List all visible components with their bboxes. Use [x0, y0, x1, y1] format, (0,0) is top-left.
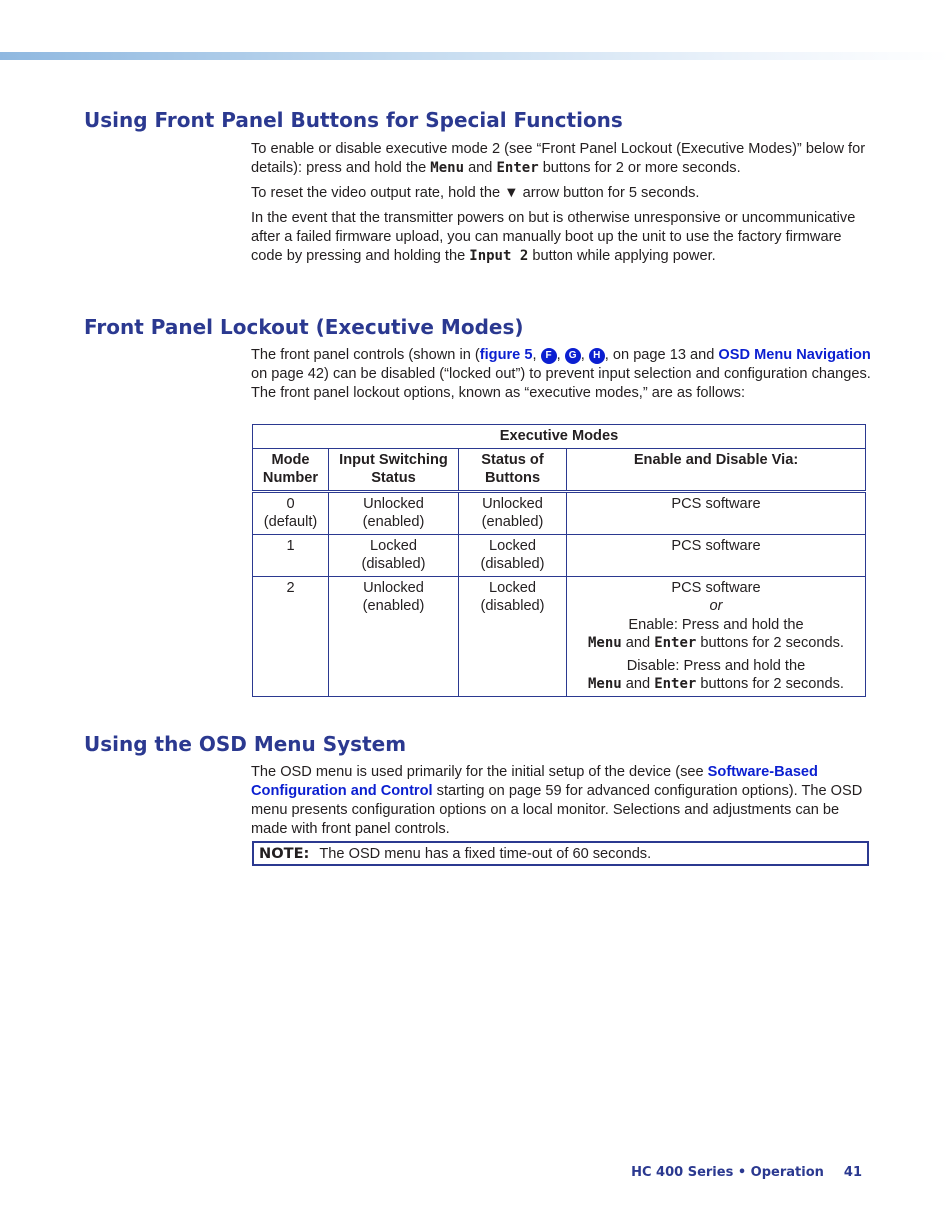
- column-header-mode-number: Mode Number: [253, 448, 329, 491]
- cell-input-status: Locked (disabled): [329, 534, 459, 576]
- cell-button-status: Unlocked (enabled): [459, 491, 567, 534]
- page-number: 41: [843, 1165, 862, 1180]
- paragraph-executive-mode-2: To enable or disable executive mode 2 (see “Front Panel Lockout (Executive Modes)” below for details): press and hold the Menu and Enter buttons for 2 or more seconds.: [251, 141, 866, 176]
- note-label: NOTE:: [259, 845, 310, 862]
- section-special-functions-body: [251, 140, 873, 272]
- software-config-link[interactable]: Software-Based Configuration and Control: [251, 764, 818, 799]
- heading-osd-menu-system: Using the OSD Menu System: [84, 732, 407, 756]
- column-header-button-status: Status of Buttons: [459, 448, 567, 491]
- enter-button-label: Enter: [496, 160, 539, 176]
- callout-h-icon: H: [589, 348, 605, 364]
- column-header-enable-disable: Enable and Disable Via:: [567, 448, 866, 491]
- executive-modes-table: [252, 424, 866, 697]
- cell-enable-via: PCS software or Enable: Press and hold the Menu and Enter buttons for 2 seconds. Disable: Press and hold the Menu and Enter buttons for 2 seconds.: [567, 576, 866, 696]
- paragraph-factory-firmware: In the event that the transmitter powers on but is otherwise unresponsive or uncommunicative after a failed firmware upload, you can manually boot up the unit to use the factory firmware code by pressing and holding the Input 2 button while applying power.: [251, 210, 856, 264]
- cell-button-status: Locked (disabled): [459, 576, 567, 696]
- heading-front-panel-lockout: Front Panel Lockout (Executive Modes): [84, 315, 524, 339]
- figure-5-link[interactable]: figure 5: [479, 347, 533, 363]
- section-osd-body: [251, 763, 873, 845]
- cell-input-status: Unlocked (enabled): [329, 576, 459, 696]
- paragraph-osd-intro: The OSD menu is used primarily for the initial setup of the device (see Software-Based Configuration and Control starting on page 59 for advanced configuration options). The OSD menu presents configuration options on a local monitor. Selections and adjustments can be made with front panel controls.: [251, 764, 863, 837]
- column-header-input-switching: Input Switching Status: [329, 448, 459, 491]
- table-row: [253, 534, 866, 576]
- footer-title: HC 400 Series • Operation: [631, 1165, 824, 1180]
- cell-input-status: Unlocked (enabled): [329, 491, 459, 534]
- note-text: The OSD menu has a fixed time-out of 60 seconds.: [319, 846, 652, 862]
- osd-menu-navigation-link[interactable]: OSD Menu Navigation: [718, 347, 871, 363]
- table-title: Executive Modes: [253, 425, 866, 449]
- section-lockout-body: [251, 346, 873, 409]
- paragraph-lockout-intro: The front panel controls (shown in (figure 5, F , G , H , on page 13 and OSD Menu Navigation on page 42) can be disabled (“locked out”) to prevent input selection and configuration changes. The front panel lockout options, known as “executive modes,” are as follows:: [251, 347, 871, 401]
- cell-enable-via: PCS software: [567, 491, 866, 534]
- cell-enable-via: PCS software: [567, 534, 866, 576]
- header-gradient-bar: [0, 52, 950, 60]
- cell-button-status: Locked (disabled): [459, 534, 567, 576]
- heading-special-functions: Using Front Panel Buttons for Special Functions: [84, 108, 623, 132]
- paragraph-reset-output-rate: To reset the video output rate, hold the ▼ arrow button for 5 seconds.: [251, 185, 700, 201]
- input-2-button-label: Input 2: [469, 248, 529, 264]
- table-row: [253, 576, 866, 696]
- cell-mode: 2: [253, 576, 329, 696]
- note-box: [252, 841, 869, 866]
- callout-f-icon: F: [541, 348, 557, 364]
- cell-mode: 0 (default): [253, 491, 329, 534]
- cell-mode: 1: [253, 534, 329, 576]
- callout-g-icon: G: [565, 348, 581, 364]
- menu-button-label: Menu: [430, 160, 465, 176]
- page-footer: [600, 1163, 862, 1182]
- table-row: [253, 491, 866, 534]
